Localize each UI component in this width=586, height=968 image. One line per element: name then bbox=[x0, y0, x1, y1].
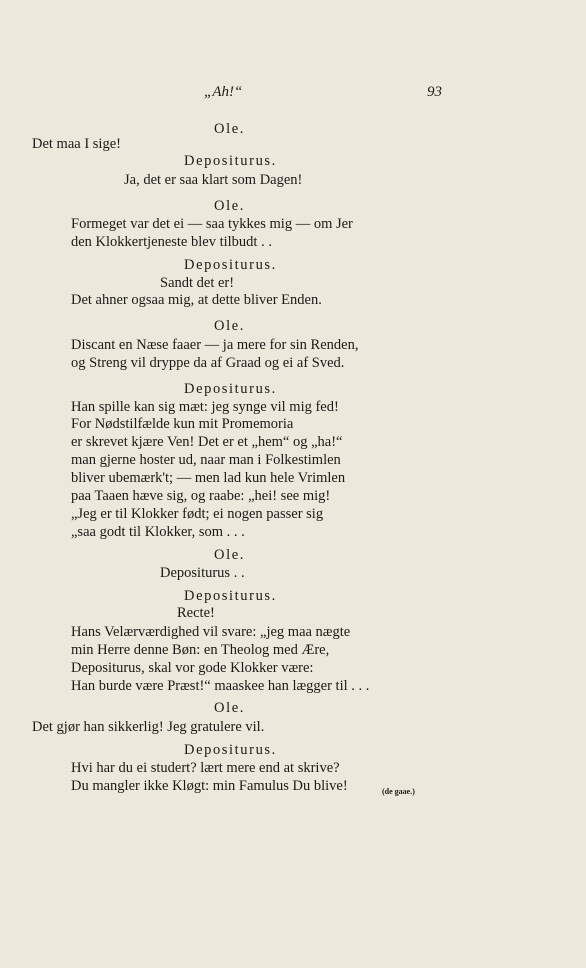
verse-line: For Nødstilfælde kun mit Promemoria bbox=[71, 416, 294, 432]
speaker-ole: Ole. bbox=[214, 547, 245, 563]
speaker-ole: Ole. bbox=[214, 318, 245, 334]
verse-line: Ja, det er saa klart som Dagen! bbox=[124, 172, 303, 188]
verse-line: Han burde være Præst!“ maaskee han lægger til . . . bbox=[71, 678, 370, 694]
verse-line: Det maa I sige! bbox=[32, 136, 121, 152]
verse-line: bliver ubemærk't; — men lad kun hele Vrimlen bbox=[71, 470, 346, 486]
verse-line: man gjerne hoster ud, naar man i Folkestimlen bbox=[71, 452, 341, 468]
speaker-depositurus: Depositurus. bbox=[184, 153, 277, 169]
verse-line: Du mangler ikke Kløgt: min Famulus Du blive! bbox=[71, 778, 348, 794]
verse-line: Det ahner ogsaa mig, at dette bliver Enden. bbox=[71, 292, 322, 308]
page-number: 93 bbox=[427, 84, 442, 100]
speaker-ole: Ole. bbox=[214, 198, 245, 214]
speaker-ole: Ole. bbox=[214, 700, 245, 716]
verse-line: Hvi har du ei studert? lært mere end at skrive? bbox=[71, 760, 340, 776]
verse-line: Discant en Næse faaer — ja mere for sin Renden, bbox=[71, 337, 359, 353]
speaker-ole: Ole. bbox=[214, 121, 245, 137]
verse-line: Hans Velærværdighed vil svare: „jeg maa nægte bbox=[71, 624, 351, 640]
verse-line: og Streng vil dryppe da af Graad og ei af Sved. bbox=[71, 355, 345, 371]
verse-line: paa Taaen hæve sig, og raabe: „hei! see mig! bbox=[71, 488, 331, 504]
verse-line: „saa godt til Klokker, som . . . bbox=[71, 524, 245, 540]
verse-line: Han spille kan sig mæt: jeg synge vil mig fed! bbox=[71, 399, 339, 415]
verse-line: „Jeg er til Klokker født; ei nogen passer sig bbox=[71, 506, 324, 522]
verse-line: min Herre denne Bøn: en Theolog med Ære, bbox=[71, 642, 330, 658]
verse-line: Depositurus, skal vor gode Klokker være: bbox=[71, 660, 314, 676]
stage-direction: (de gaae.) bbox=[382, 787, 415, 796]
verse-line: Recte! bbox=[177, 605, 215, 621]
speaker-depositurus: Depositurus. bbox=[184, 257, 277, 273]
verse-line: den Klokkertjeneste blev tilbudt . . bbox=[71, 234, 272, 250]
speaker-depositurus: Depositurus. bbox=[184, 588, 277, 604]
running-title: „Ah!“ bbox=[204, 84, 243, 100]
verse-line: er skrevet kjære Ven! Det er et „hem“ og „ha!“ bbox=[71, 434, 343, 450]
speaker-depositurus: Depositurus. bbox=[184, 381, 277, 397]
verse-line: Formeget var det ei — saa tykkes mig — om Jer bbox=[71, 216, 353, 232]
speaker-depositurus: Depositurus. bbox=[184, 742, 277, 758]
verse-line: Det gjør han sikkerlig! Jeg gratulere vil. bbox=[32, 719, 265, 735]
verse-line: Sandt det er! bbox=[160, 275, 235, 291]
verse-line: Depositurus . . bbox=[160, 565, 245, 581]
